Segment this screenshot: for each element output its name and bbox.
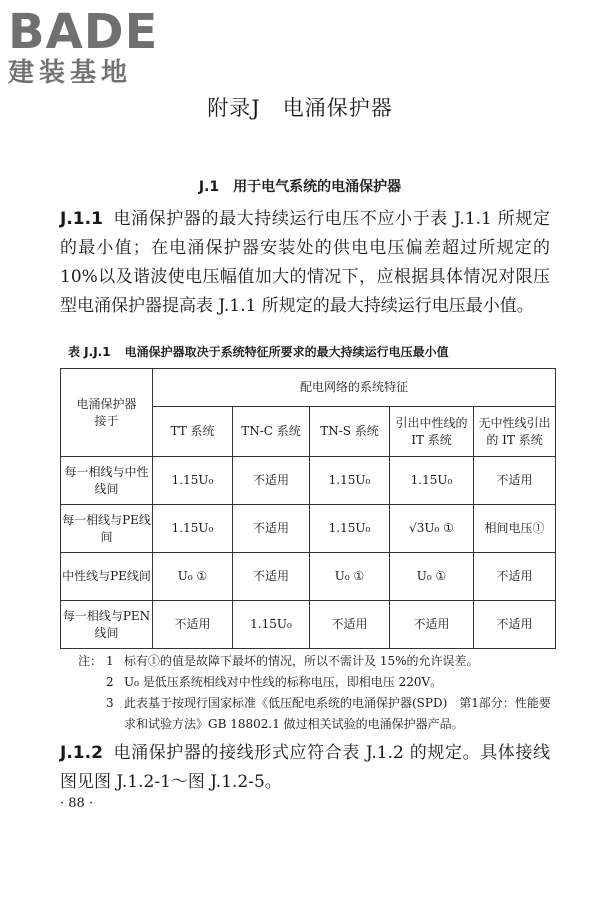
clause-text: 电涌保护器的最大持续运行电压不应小于表 J.1.1 所规定的最小值；在电涌保护器安装处的供电电压偏差超过所规定的10%以及谐波使电压幅值加大的情况下，应根据具体情况对限压型电涌保护器提高表 J.1.1 所规定的最大持续运行电压最小值。 bbox=[60, 209, 550, 316]
table-notes bbox=[78, 651, 558, 735]
note-text: 标有①的值是故障下最坏的情况，所以不需计及 15%的允许误差。 bbox=[124, 654, 479, 668]
table-cell: 不适用 bbox=[153, 601, 233, 649]
clause-j-1-1 bbox=[60, 205, 550, 321]
notes-label: 注： bbox=[78, 654, 103, 668]
table-cell: 不适用 bbox=[233, 553, 310, 601]
table-cell: 1.15U₀ bbox=[310, 457, 390, 505]
table-cell: 1.15U₀ bbox=[390, 457, 474, 505]
page-number: · 88 · bbox=[60, 796, 94, 811]
table-cell: 不适用 bbox=[310, 601, 390, 649]
column-header: TN-C 系统 bbox=[233, 407, 310, 457]
note-text: 此表基于按现行国家标准《低压配电系统的电涌保护器(SPD) 第1部分：性能要求和试验方法》GB 18802.1 做过相关试验的电涌保护器产品。 bbox=[124, 696, 551, 731]
table-number: 表 J.J.1 bbox=[68, 345, 111, 359]
table-cell: 不适用 bbox=[474, 601, 556, 649]
brand-logo bbox=[8, 4, 183, 88]
row-label: 每一相线与PEN线间 bbox=[61, 601, 153, 649]
table-cell: 1.15U₀ bbox=[153, 457, 233, 505]
corner-header-line2: 接于 bbox=[94, 413, 119, 428]
logo-text-cn: 建装基地 bbox=[8, 58, 133, 88]
appendix-title: 附录J 电涌保护器 bbox=[207, 96, 393, 120]
table-cell: 1.15U₀ bbox=[233, 601, 310, 649]
table-cell: 不适用 bbox=[474, 457, 556, 505]
note-item bbox=[78, 672, 558, 693]
row-label: 每一相线与PE线间 bbox=[61, 505, 153, 553]
clause-j-1-2 bbox=[60, 739, 550, 797]
table-cell: U₀ ① bbox=[153, 553, 233, 601]
table-cell: U₀ ① bbox=[390, 553, 474, 601]
table-title: 电涌保护器取决于系统特征所要求的最大持续运行电压最小值 bbox=[124, 345, 449, 359]
table-cell: 不适用 bbox=[233, 457, 310, 505]
table-cell: 相间电压① bbox=[474, 505, 556, 553]
table-row bbox=[61, 457, 556, 505]
logo-text-en: BADE bbox=[8, 4, 159, 60]
note-item bbox=[78, 693, 558, 735]
column-header: 引出中性线的 IT 系统 bbox=[390, 407, 474, 457]
table-cell: 不适用 bbox=[390, 601, 474, 649]
column-header: 无中性线引出的 IT 系统 bbox=[474, 407, 556, 457]
note-index: 2 bbox=[106, 675, 114, 689]
table-cell: 不适用 bbox=[233, 505, 310, 553]
section-heading: J.1 用于电气系统的电涌保护器 bbox=[198, 179, 402, 195]
table-row bbox=[61, 553, 556, 601]
note-index: 3 bbox=[106, 696, 114, 710]
row-label: 每一相线与中性线间 bbox=[61, 457, 153, 505]
table-row bbox=[61, 601, 556, 649]
table-corner-header bbox=[61, 369, 153, 457]
spd-voltage-table bbox=[60, 368, 556, 649]
row-label: 中性线与PE线间 bbox=[61, 553, 153, 601]
note-index: 1 bbox=[106, 654, 114, 668]
clause-number: J.1.1 bbox=[60, 209, 103, 229]
table-group-header: 配电网络的系统特征 bbox=[153, 369, 556, 407]
column-header: TN-S 系统 bbox=[310, 407, 390, 457]
clause-number: J.1.2 bbox=[60, 743, 103, 763]
table-caption bbox=[68, 343, 558, 360]
table-cell: 1.15U₀ bbox=[310, 505, 390, 553]
clause-text: 电涌保护器的接线形式应符合表 J.1.2 的规定。具体接线图见图 J.1.2-1～图 J.1.2-5。 bbox=[60, 743, 550, 792]
column-header: TT 系统 bbox=[153, 407, 233, 457]
table-cell: U₀ ① bbox=[310, 553, 390, 601]
table-cell: 不适用 bbox=[474, 553, 556, 601]
corner-header-line1: 电涌保护器 bbox=[76, 396, 137, 411]
table-row bbox=[61, 505, 556, 553]
table-cell: √3U₀ ① bbox=[390, 505, 474, 553]
table-cell: 1.15U₀ bbox=[153, 505, 233, 553]
note-text: U₀ 是低压系统相线对中性线的标称电压，即相电压 220V。 bbox=[124, 675, 443, 689]
note-item bbox=[78, 651, 558, 672]
